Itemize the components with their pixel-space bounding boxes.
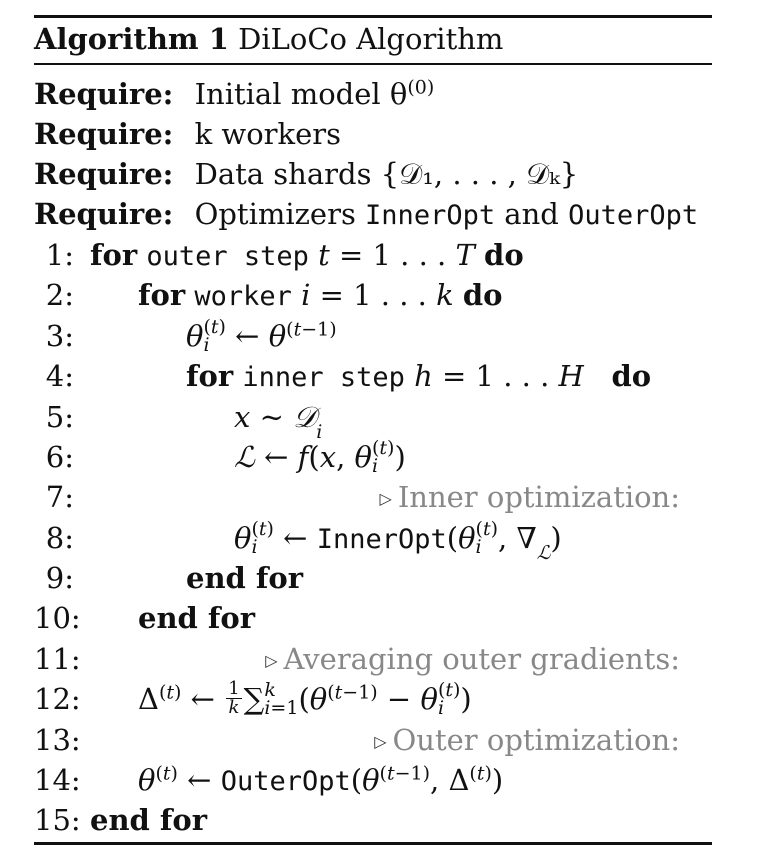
step-content: for outer step t = 1 . . . T do [90,238,524,272]
code-outer-opt: OuterOpt [220,766,351,797]
line-number: 9: [45,561,74,595]
step-2 [34,275,734,315]
top-rule [34,15,712,18]
line-number: 14: [34,763,81,797]
step-11 [34,639,734,679]
step-content: x ∼ 𝒟$_i$ [234,400,323,443]
require-keyword: Require: [34,77,174,111]
line-number: 11: [34,642,81,676]
step-3 [34,316,734,356]
step-14 [34,760,734,800]
step-content: end for [90,803,208,837]
step-content: $\Delta^{(t)}$ ← $\frac{1}{k}$ ∑ k i=1 ($\theta^{(t-1)} - \theta$ (t) i ) [138,677,472,719]
require-line-4 [34,194,734,234]
step-12 [34,679,734,719]
step-content: θ (t) i ← $\theta^{(t-1)}$ [186,316,337,356]
code-worker: worker [194,281,292,312]
line-number: 13: [34,723,81,757]
require-keyword: Require: [34,117,174,151]
step-content: for inner step h = 1 . . . H do [186,359,652,393]
line-number: 4: [45,359,74,393]
code-outer-step: outer step [146,241,309,272]
line-number: 10: [34,601,81,635]
step-5 [34,397,734,443]
line-number: 15: [34,803,81,837]
step-7 [34,477,734,517]
require-text: k workers [194,117,342,151]
require-text: Data shards {𝒟₁, . . . , 𝒟ₖ} [194,157,579,191]
fraction: $\frac{1}{k}$ [228,677,240,718]
require-text: Initial model θ [194,77,408,111]
step-13 [34,720,734,760]
step-content: for worker i = 1 . . . k do [138,278,503,312]
require-text-mid: and [495,197,569,231]
step-content: end for [138,601,256,635]
step-4 [34,356,734,396]
step-10 [34,598,734,638]
comment-outer: ▷ Outer optimization: [374,723,680,757]
caption-label: Algorithm 1 [34,22,229,56]
step-content: ℒ ← f(x, θ (t) i ) [234,437,406,477]
line-number: 3: [45,319,74,353]
require-line-1 [34,74,734,114]
require-sup: (0) [407,76,435,99]
line-number: 8: [45,521,74,555]
line-number: 12: [34,682,81,716]
comment-inner: ▷ Inner optimization: [379,480,680,514]
algorithm-caption [34,20,503,58]
code-inner-opt: InnerOpt [316,524,447,555]
line-number: 6: [45,440,74,474]
comment-avg: ▷ Averaging outer gradients: [265,642,680,676]
require-text-pre: Optimizers [194,197,366,231]
require-line-3 [34,154,734,194]
line-number: 1: [45,238,74,272]
line-number: 7: [45,480,74,514]
line-number: 2: [45,278,74,312]
step-8 [34,518,734,564]
step-1 [34,235,734,275]
step-15 [34,800,734,840]
code-inner-step: inner step [242,362,405,393]
step-9 [34,558,734,598]
step-content: $\theta^{(t)}$ ← $OuterOpt(\theta^{(t-1)}$, $\Delta^{(t)}$) [138,762,504,797]
caption-rule [34,63,712,65]
step-content: end for [186,561,304,595]
require-line-2 [34,114,734,154]
inner-opt-name: InnerOpt [365,200,496,231]
bottom-rule [34,842,712,845]
step-6 [34,437,734,477]
line-number: 5: [45,400,74,434]
caption-title: DiLoCo Algorithm [238,22,504,56]
outer-opt-name: OuterOpt [568,200,699,231]
step-content: θ (t) i ← InnerOpt(θ (t) i , $\nabla_ℒ$) [234,518,562,564]
require-keyword: Require: [34,197,174,231]
require-keyword: Require: [34,157,174,191]
